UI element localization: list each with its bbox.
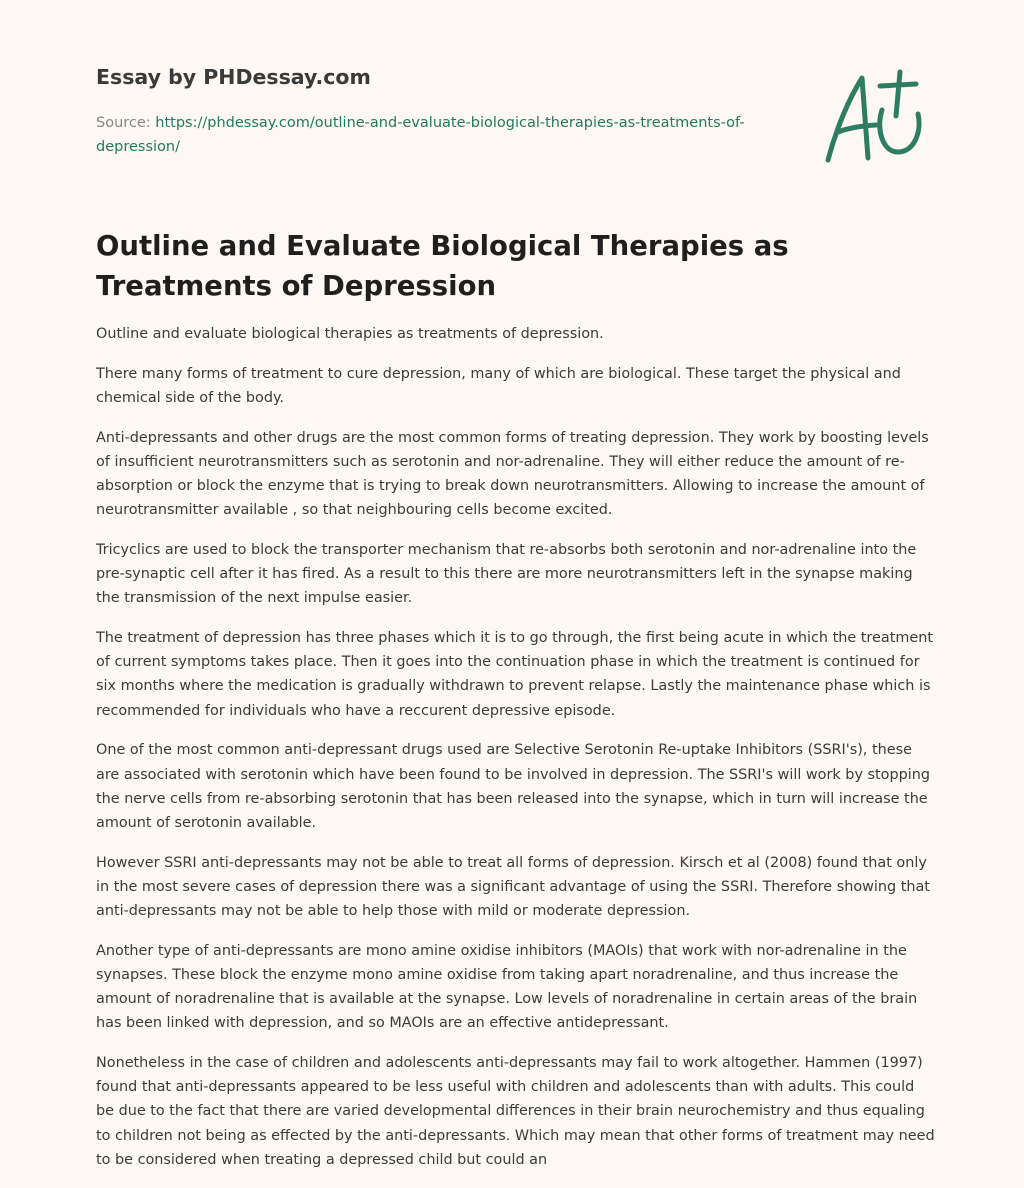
article-title: Outline and Evaluate Biological Therapies as Treatments of Depression [96,230,789,302]
paragraph: Tricyclics are used to block the transporter mechanism that re-absorbs both serotonin and nor-adrenaline into the pre-synaptic cell after it has fired. As a result to this there are more neurotransmitters left in the synapse making the transmission of the next impulse easier. [96,541,917,607]
source-line [96,111,746,159]
a-plus-grade-icon [818,68,930,166]
paragraph: Another type of anti-depressants are mono amine oxidise inhibitors (MAOIs) that work with nor-adrenaline in the synapses. These block the enzyme mono amine oxidise from taking apart noradrenaline, and thus increase the amount of noradrenaline that is available at the synapse. Low levels of noradrenaline in certain areas of the brain has been linked with depression, and so MAOIs are an effective antidepressant. [96,942,918,1032]
brand-title: Essay by PHDessay.com [96,65,371,89]
paragraph: The treatment of depression has three phases which it is to go through, the first being acute in which the treatment of current symptoms takes place. Then it goes into the continuation phase in which the treatment is continued for six months where the medication is gradually withdrawn to prevent relapse. Lastly the maintenance phase which is recommended for individuals who have a reccurent depressive episode. [96,630,933,719]
paragraph: Outline and evaluate biological therapies as treatments of depression. [96,326,604,342]
paragraph: One of the most common anti-depressant drugs used are Selective Serotonin Re-uptake Inhibitors (SSRI's), these are associated with serotonin which have been found to be involved in depression. The SSRI's will work by stopping the nerve cells from re-absorbing serotonin that has been released into the synapse, which in turn will increase the amount of serotonin available. [96,742,931,831]
page-header [96,62,796,159]
paragraph: However SSRI anti-depressants may not be able to treat all forms of depression. Kirsch et al (2008) found that only in the most severe cases of depression there was a significant advantage of using the SSRI. Therefore showing that anti-depressants may not be able to help those with mild or moderate depression. [96,854,930,920]
paragraph: There many forms of treatment to cure depression, many of which are biological. These target the physical and chemical side of the body. [96,365,901,406]
article-body [96,322,936,1188]
paragraph: Nonetheless in the case of children and adolescents anti-depressants may fail to work altogether. Hammen (1997) found that anti-depressants appeared to be less useful with children and adolescents than with adults. This could be due to the fact that there are varied developmental differences in their brain neurochemistry and thus equaling to children not being as effected by the anti-depressants. Which may mean that other forms of treatment may need to be considered when treating a depressed child but could an [96,1055,935,1168]
paragraph: Anti-depressants and other drugs are the most common forms of treating depression. They work by boosting levels of insufficient neurotransmitters such as serotonin and nor-adrenaline. They will either reduce the amount of re-absorption or block the enzyme that is trying to break down neurotransmitters. Allowing to increase the amount of neurotransmitter available , so that neighbouring cells become excited. [96,429,929,519]
source-label: Source: [96,115,151,131]
source-link[interactable]: https://phdessay.com/outline-and-evaluate-biological-therapies-as-treatments-of-depression/ [96,115,745,155]
